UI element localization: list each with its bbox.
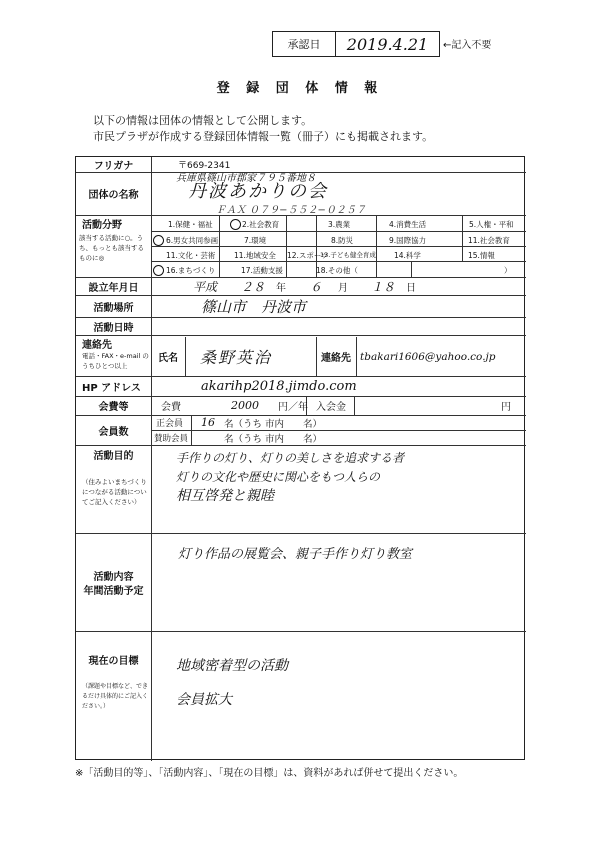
opt-consumer: 4.消費生活 <box>389 220 427 229</box>
activity-field-note: 該当する活動に○。う ち、もっとも該当する ものに◎ <box>79 234 144 262</box>
opt-social-ed: 2.社会教育 <box>242 220 280 229</box>
goal-note: （課題や目標など、でき るだけ具体的にご記入く ださい。） <box>82 683 149 710</box>
page-title: 登 録 団 体 情 報 <box>216 81 384 96</box>
location-label: 活動場所 <box>93 302 134 314</box>
activity-field-label: 活動分野 <box>82 219 122 231</box>
opt-support: 17.活動支援 <box>241 266 283 275</box>
fee-label: 会費等 <box>98 402 129 413</box>
opt-science: 14.科学 <box>394 251 421 260</box>
opt-gender: 6.男女共同参画 <box>166 236 219 245</box>
entry-fee-label: 入会金 <box>316 402 346 413</box>
opt-other: 18.その他（ <box>316 266 358 275</box>
footnote: ※「活動目的等」、「活動内容」、「現在の目標」は、資料があれば併せて提出ください。 <box>75 768 464 779</box>
opt-disaster: 8.防災 <box>331 236 354 245</box>
fee-unit: 円／年 <box>278 402 308 413</box>
intro-line-1: 以下の情報は団体の情報として公開します。 <box>93 114 313 127</box>
hp-label: HP アドレス <box>82 382 141 394</box>
opt-culture: 11.文化・芸術 <box>166 251 216 260</box>
opt-other-close: ） <box>504 266 512 275</box>
regular-members-value: 16 <box>201 416 215 429</box>
contact-name-label: 氏名 <box>158 353 178 364</box>
purpose-label: 活動目的 <box>93 450 134 462</box>
established-tsuki: 月 <box>338 282 348 294</box>
regular-members-unit: 名（うち 市内 名） <box>224 418 323 430</box>
opt-intl: 9.国際協力 <box>389 236 427 245</box>
furigana-label: フリガナ <box>93 161 134 172</box>
contact-note: 電話・FAX・e-mail の うちひとつ以上 <box>82 352 149 370</box>
entry-fee-unit: 円 <box>501 402 511 413</box>
support-members-label: 賛助会員 <box>154 433 189 444</box>
established-year: ２８ <box>241 279 266 294</box>
goal-label: 現在の目標 <box>88 655 139 667</box>
selected-circle-mark <box>153 265 164 276</box>
schedule-label: 活動日時 <box>93 322 134 334</box>
fee-sub-label: 会費 <box>161 402 181 413</box>
regular-members-label: 正会員 <box>156 419 184 429</box>
opt-health-welfare: 1.保健・福祉 <box>168 220 213 229</box>
approval-note: ←記入不要 <box>443 40 492 51</box>
content-label: 活動内容 年間活動予定 <box>83 572 144 597</box>
established-day: １８ <box>371 279 396 294</box>
contact-name: 桑野英治 <box>200 348 273 367</box>
location-value: 篠山市 丹波市 <box>201 297 307 316</box>
established-hi: 日 <box>406 282 416 294</box>
intro-line-2: 市民プラザが作成する登録団体情報一覧（冊子）にも掲載されます。 <box>93 130 434 143</box>
group-name: 丹波あかりの会 <box>188 181 328 202</box>
opt-human-rights: 5.人権・平和 <box>469 220 514 229</box>
support-members-unit: 名（うち 市内 名） <box>224 433 323 445</box>
opt-info: 15.情報 <box>468 251 495 260</box>
opt-youth: 13.子ども健全育成 <box>320 251 376 259</box>
approval-label: 承認日 <box>273 32 336 56</box>
approval-date: 2019.4.21 <box>346 34 429 54</box>
opt-environment: 7.環境 <box>244 236 267 245</box>
purpose-text: 手作りの灯り、灯りの美しさを追求する者 灯りの文化や歴史に関心をもつ人らの 相互啓発と親睦 <box>176 451 405 504</box>
members-label: 会員数 <box>98 426 129 438</box>
group-fax: ＦＡＸ ０７９−５５２−０２５７ <box>216 204 366 216</box>
established-nen: 年 <box>276 282 286 294</box>
opt-town: 16.まちづくり <box>166 266 216 275</box>
opt-social-ed-2: 11.社会教育 <box>468 236 510 245</box>
established-month: ６ <box>310 279 323 294</box>
selected-circle-mark <box>230 219 241 230</box>
hp-address: akarihp2018.jimdo.com <box>201 378 357 394</box>
group-name-label: 団体の名称 <box>88 190 139 201</box>
opt-sports: 12.スポーツ <box>287 251 329 260</box>
established-label: 設立年月日 <box>88 282 139 294</box>
opt-safety: 11.地域安全 <box>234 251 276 260</box>
opt-agriculture: 3.農業 <box>328 220 351 229</box>
content-text: 灯り作品の展覧会、親子手作り灯り教室 <box>178 547 413 562</box>
contact-method-label: 連絡先 <box>321 353 351 364</box>
goal-text: 地域密着型の活動 会員拡大 <box>176 658 288 708</box>
fee-value: 2000 <box>231 399 259 412</box>
postal-code: 〒669-2341 <box>178 161 231 171</box>
address: 兵庫県篠山市郡家７９５番地８ <box>176 172 316 184</box>
established-era: 平成 <box>193 279 218 294</box>
purpose-note: （住みよいまちづくり につながる活動につい てご記入ください） <box>82 478 147 506</box>
approval-date-box <box>272 31 440 57</box>
contact-label: 連絡先 <box>82 339 112 351</box>
registration-form <box>75 156 525 760</box>
contact-email: tbakari1606@yahoo.co.jp <box>360 350 496 363</box>
selected-circle-mark <box>153 235 164 246</box>
